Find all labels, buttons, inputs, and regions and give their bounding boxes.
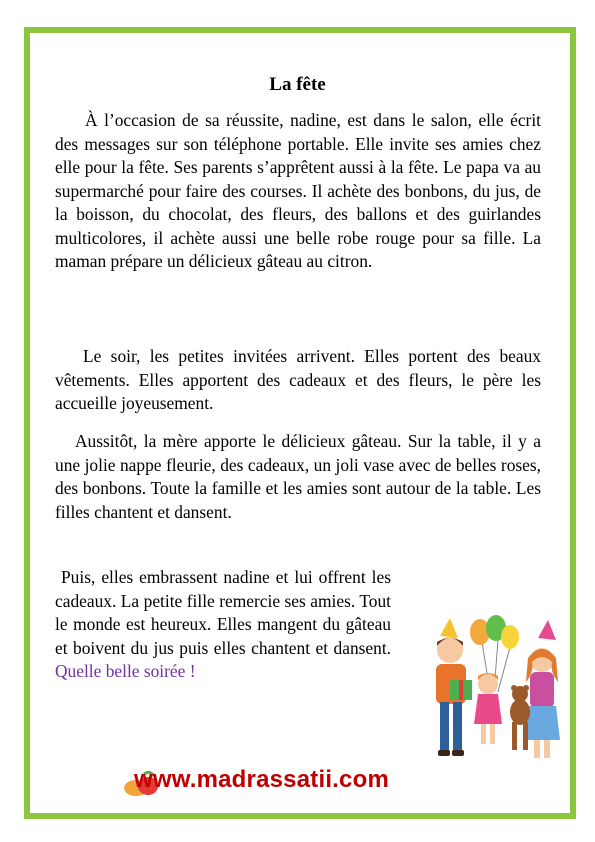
website-link[interactable]: www.madrassatii.com [134,766,390,793]
paragraph-3: Aussitôt, la mère apporte le délicieux gâteau. Sur la table, il y a une jolie nappe fleurie, des cadeaux, un joli vase avec de belles roses, des bonbons. Toute la famille et les amies sont autour de la table. Les filles chantent et dansent. [55,431,541,522]
paragraph-2: Le soir, les petites invitées arrivent. Elles portent des beaux vêtements. Elles apportent des cadeaux et des fleurs, le père les accueille joyeusement. [55,346,541,413]
website-footer[interactable] [122,762,422,802]
paragraph-4-text: Puis, elles embrassent nadine et lui offrent les cadeaux. La petite fille remercie ses amies. Tout le monde est heureux. Elles mangent du gâteau et boivent du jus puis elles chantent et dansent. [55,567,391,658]
closing-exclamation: Quelle belle soirée ! [55,661,196,681]
family-party-icon [420,612,570,772]
page-title: La fête [269,74,326,95]
paragraph-1: À l’occasion de sa réussite, nadine, est dans le salon, elle écrit des messages sur son téléphone portable. Elle invite ses amies chez elle pour la fête. Ses parents s’apprêtent aussi à la fête. Le papa va au supermarché pour faire des courses. Il achète des bonbons, du jus, de la boisson, du chocolat, des fleurs, des ballons et des guirlandes multicolores, il achète aussi une belle robe rouge pour sa fille. La maman prépare un délicieux gâteau au citron. [55,110,541,271]
